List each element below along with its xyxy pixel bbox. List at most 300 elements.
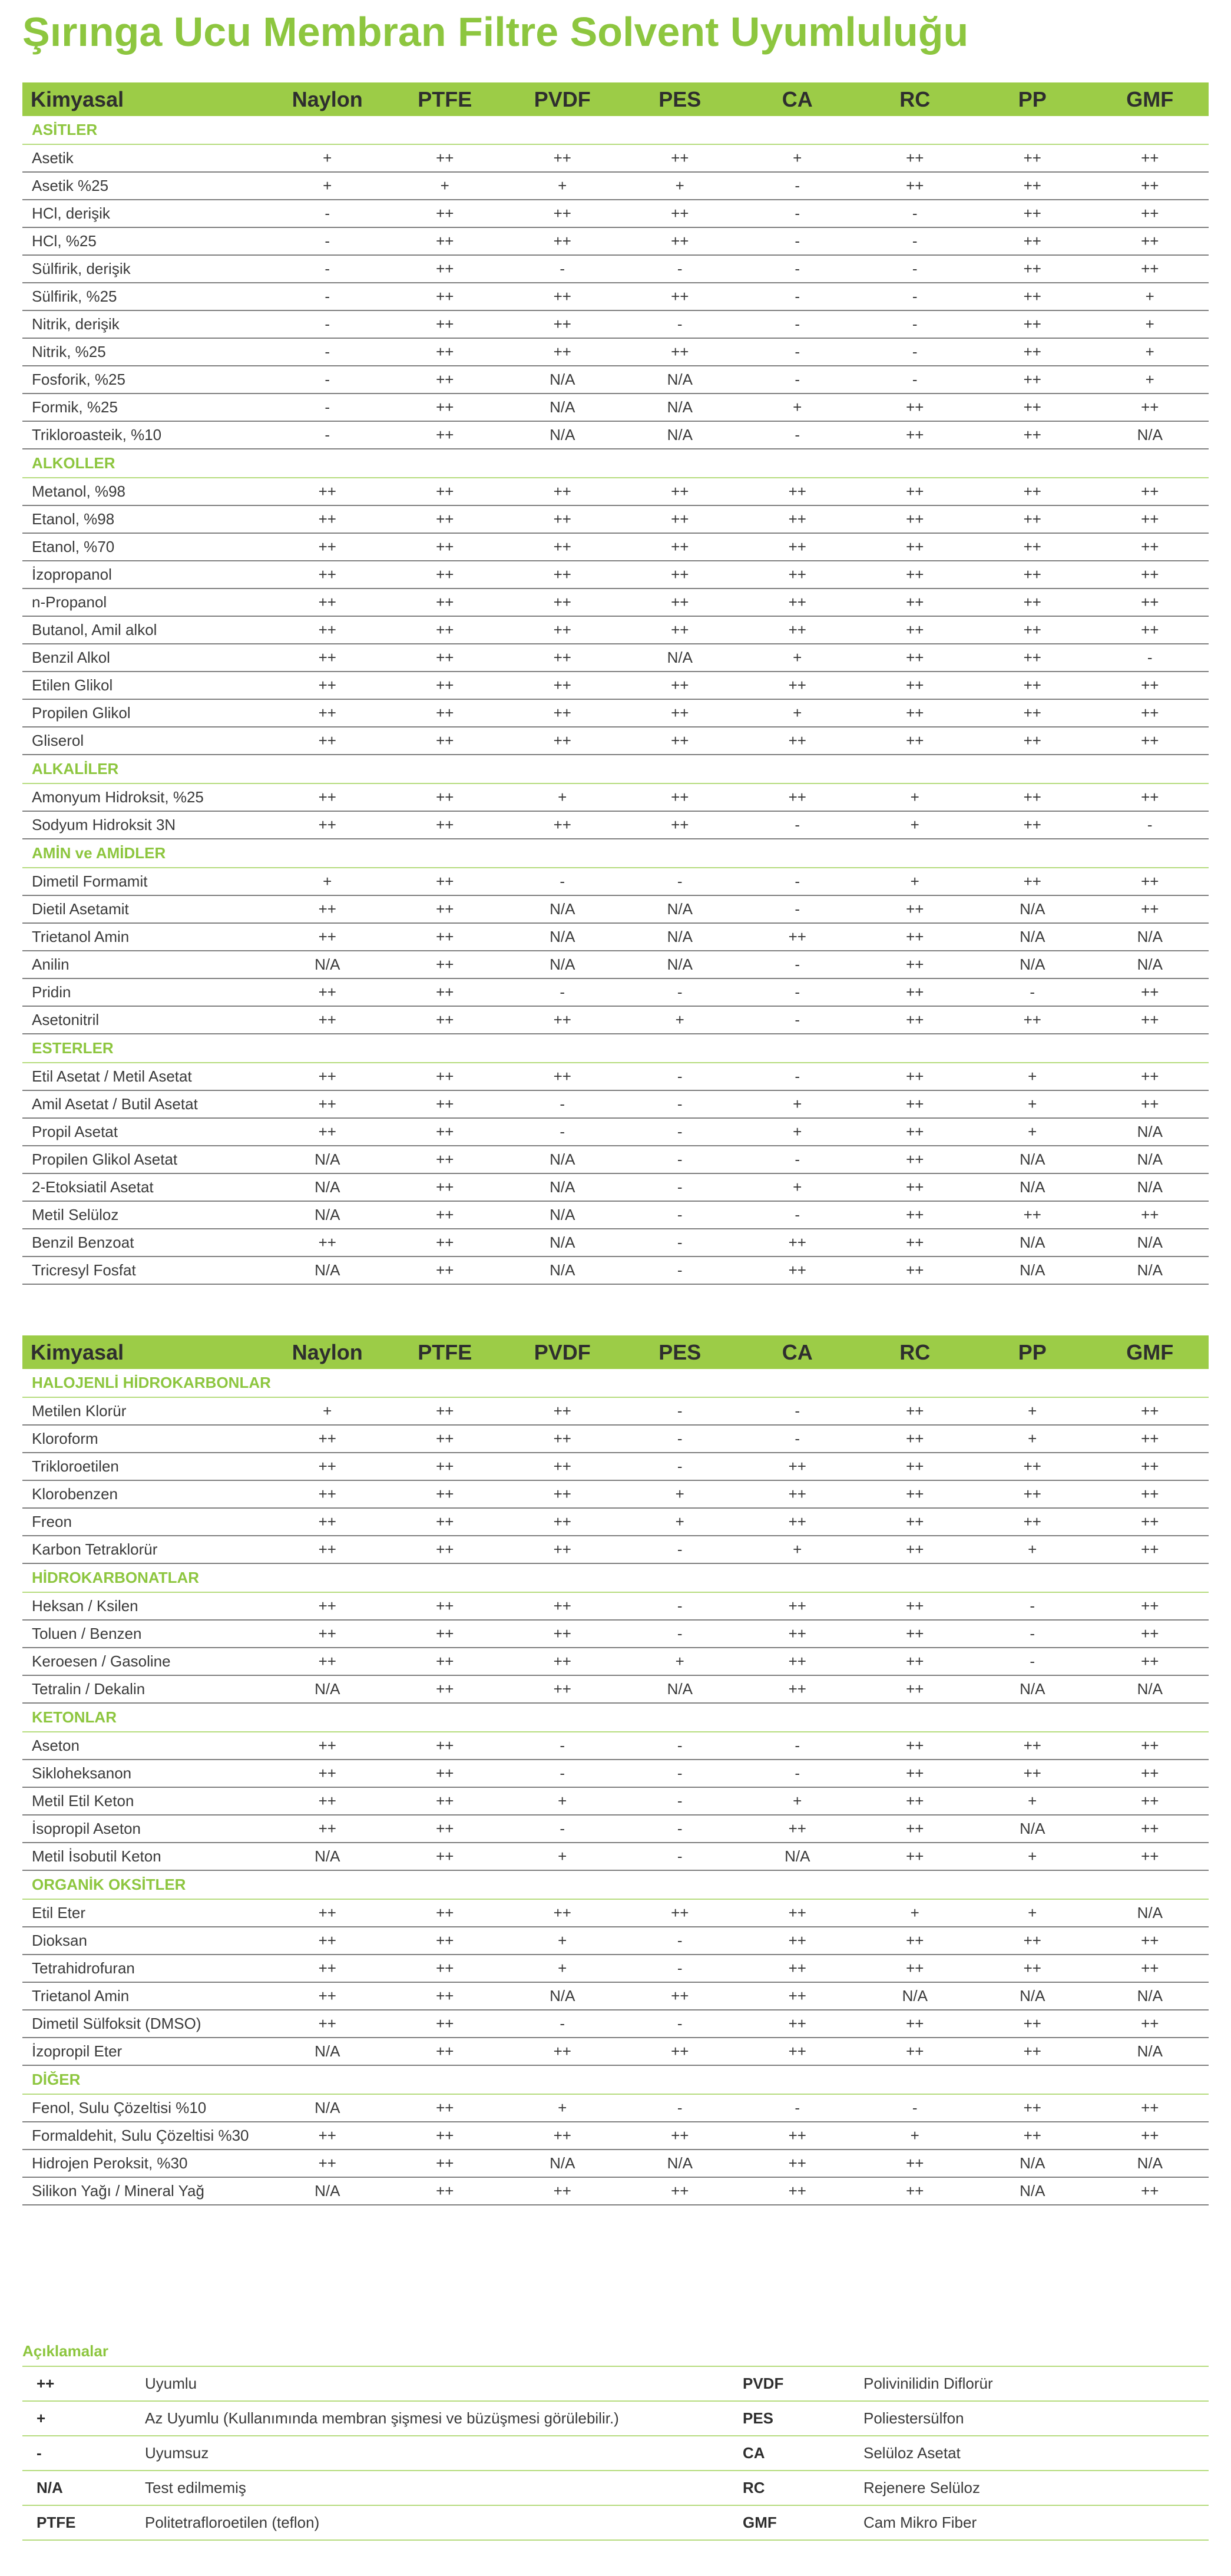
chemical-name: Etil Eter <box>32 1904 86 1922</box>
chemical-name: Formaldehit, Sulu Çözeltisi %30 <box>32 2127 249 2144</box>
compatibility-cell: ++ <box>553 1540 571 1558</box>
table-row <box>22 1426 1209 1453</box>
compatibility-cell: ++ <box>436 1234 454 1251</box>
compatibility-cell: ++ <box>906 1150 924 1168</box>
compatibility-cell: ++ <box>436 149 454 167</box>
compatibility-cell: ++ <box>671 232 689 250</box>
compatibility-cell: - <box>795 371 800 388</box>
legend-symbol: - <box>37 2444 42 2462</box>
compatibility-cell: ++ <box>1023 482 1041 500</box>
compatibility-cell: ++ <box>436 1847 454 1865</box>
compatibility-cell: N/A <box>1020 928 1045 945</box>
compatibility-cell: ++ <box>436 1625 454 1642</box>
compatibility-cell: - <box>325 398 330 416</box>
compatibility-cell: ++ <box>553 2182 571 2200</box>
compatibility-cell: ++ <box>436 1764 454 1782</box>
compatibility-cell: + <box>910 816 919 834</box>
compatibility-cell: ++ <box>906 1430 924 1447</box>
compatibility-cell: ++ <box>1023 538 1041 555</box>
compatibility-cell: + <box>440 177 449 194</box>
column-header-pvdf: PVDF <box>534 1340 591 1364</box>
chemical-name: Nitrik, %25 <box>32 343 106 361</box>
compatibility-cell: ++ <box>553 566 571 583</box>
chemical-name: HCl, derişik <box>32 204 110 222</box>
compatibility-cell: ++ <box>553 1402 571 1420</box>
compatibility-cell: N/A <box>1137 426 1163 444</box>
table-row <box>22 1146 1209 1174</box>
compatibility-cell: ++ <box>906 1206 924 1223</box>
compatibility-cell: ++ <box>318 1513 336 1530</box>
legend-abbreviation: PVDF <box>743 2375 784 2392</box>
table-row <box>22 173 1209 200</box>
compatibility-cell: - <box>325 204 330 222</box>
chemical-name: Asetonitril <box>32 1011 100 1029</box>
compatibility-cell: + <box>793 1792 802 1810</box>
compatibility-cell: + <box>1028 1123 1037 1140</box>
chemical-name: Sikloheksanon <box>32 1764 132 1782</box>
compatibility-cell: ++ <box>788 510 806 528</box>
chemical-name: Fenol, Sulu Çözeltisi %10 <box>32 2099 207 2117</box>
chemical-name: Dioksan <box>32 1932 87 1949</box>
compatibility-cell: ++ <box>318 983 336 1001</box>
table-row <box>22 1900 1209 1927</box>
compatibility-cell: ++ <box>671 566 689 583</box>
compatibility-cell: + <box>675 1513 684 1530</box>
chemical-name: Metanol, %98 <box>32 482 125 500</box>
column-header-rc: RC <box>899 1340 931 1364</box>
compatibility-cell: ++ <box>318 1540 336 1558</box>
compatibility-cell: ++ <box>1141 2127 1159 2144</box>
table-row <box>22 1983 1209 2010</box>
table-row <box>22 1229 1209 1257</box>
compatibility-cell: - <box>325 315 330 333</box>
chemical-name: Klorobenzen <box>32 1485 118 1503</box>
compatibility-cell: + <box>1145 315 1154 333</box>
legend-row <box>22 2506 1209 2541</box>
compatibility-cell: - <box>677 1123 683 1140</box>
compatibility-cell: ++ <box>1023 1513 1041 1530</box>
compatibility-cell: ++ <box>318 510 336 528</box>
compatibility-cell: ++ <box>1141 1095 1159 1113</box>
compatibility-cell: ++ <box>1141 1402 1159 1420</box>
compatibility-cell: - <box>677 1234 683 1251</box>
compatibility-cell: ++ <box>1141 900 1159 918</box>
compatibility-cell: ++ <box>318 566 336 583</box>
compatibility-cell: N/A <box>550 1234 575 1251</box>
compatibility-cell: N/A <box>550 2154 575 2172</box>
compatibility-cell: ++ <box>436 398 454 416</box>
compatibility-cell: ++ <box>906 732 924 749</box>
compatibility-cell: ++ <box>906 649 924 666</box>
compatibility-cell: ++ <box>1141 1430 1159 1447</box>
compatibility-cell: + <box>558 1959 567 1977</box>
compatibility-cell: N/A <box>902 1987 928 2005</box>
table-row <box>22 1676 1209 1704</box>
compatibility-cell: ++ <box>1141 872 1159 890</box>
compatibility-cell: ++ <box>436 1178 454 1196</box>
compatibility-cell: ++ <box>788 788 806 806</box>
compatibility-cell: - <box>795 872 800 890</box>
compatibility-cell: + <box>1028 1095 1037 1113</box>
legend-abbreviation-meaning: Polivinilidin Diflorür <box>863 2375 993 2392</box>
chemical-name: Etil Asetat / Metil Asetat <box>32 1067 192 1085</box>
compatibility-cell: ++ <box>553 149 571 167</box>
compatibility-cell: ++ <box>1141 2015 1159 2032</box>
legend-symbol: + <box>37 2409 46 2427</box>
chemical-name: İsopropil Aseton <box>32 1820 141 1837</box>
compatibility-cell: ++ <box>436 2182 454 2200</box>
compatibility-cell: ++ <box>1023 593 1041 611</box>
compatibility-cell: ++ <box>436 593 454 611</box>
column-header-kimyasal: Kimyasal <box>31 1340 124 1364</box>
chemical-name: İzopropanol <box>32 566 112 583</box>
compatibility-cell: ++ <box>553 1430 571 1447</box>
compatibility-cell: ++ <box>906 2015 924 2032</box>
compatibility-cell: - <box>1030 1652 1035 1670</box>
compatibility-cell: N/A <box>315 1150 340 1168</box>
compatibility-cell: N/A <box>315 2099 340 2117</box>
compatibility-cell: N/A <box>550 371 575 388</box>
chemical-name: Pridin <box>32 983 71 1001</box>
compatibility-cell: ++ <box>318 676 336 694</box>
table-row <box>22 700 1209 728</box>
legend-rows <box>22 2366 1209 2541</box>
chemical-name: Amil Asetat / Butil Asetat <box>32 1095 198 1113</box>
table-row <box>22 1119 1209 1146</box>
chemical-name: Nitrik, derişik <box>32 315 120 333</box>
compatibility-cell: ++ <box>318 1820 336 1837</box>
compatibility-cell: + <box>323 872 332 890</box>
chemical-name: Butanol, Amil alkol <box>32 621 157 639</box>
compatibility-cell: ++ <box>318 1011 336 1029</box>
compatibility-cell: ++ <box>1141 983 1159 1001</box>
compatibility-cell: ++ <box>1023 204 1041 222</box>
table-row <box>22 784 1209 812</box>
chemical-name: Dimetil Sülfoksit (DMSO) <box>32 2015 201 2032</box>
compatibility-cell: ++ <box>1023 732 1041 749</box>
compatibility-cell: + <box>675 1652 684 1670</box>
compatibility-cell: N/A <box>550 426 575 444</box>
table-row <box>22 1509 1209 1536</box>
compatibility-cell: N/A <box>667 371 693 388</box>
compatibility-cell: ++ <box>1141 788 1159 806</box>
compatibility-cell: ++ <box>1141 676 1159 694</box>
compatibility-cell: - <box>560 1820 565 1837</box>
compatibility-cell: + <box>1028 1847 1037 1865</box>
compatibility-cell: + <box>1028 1402 1037 1420</box>
compatibility-cell: ++ <box>788 538 806 555</box>
compatibility-cell: ++ <box>1141 1820 1159 1837</box>
compatibility-cell: ++ <box>671 1987 689 2005</box>
compatibility-cell: + <box>1028 1067 1037 1085</box>
compatibility-cell: ++ <box>436 566 454 583</box>
compatibility-cell: - <box>560 1123 565 1140</box>
compatibility-cell: - <box>795 1067 800 1085</box>
compatibility-cell: + <box>1145 343 1154 361</box>
column-header-ca: CA <box>782 87 813 111</box>
compatibility-cell: ++ <box>906 2182 924 2200</box>
chemical-name: HCl, %25 <box>32 232 97 250</box>
compatibility-cell: ++ <box>1141 1011 1159 1029</box>
compatibility-cell: ++ <box>318 482 336 500</box>
compatibility-cell: ++ <box>906 1737 924 1754</box>
compatibility-cell: + <box>558 1792 567 1810</box>
compatibility-cell: ++ <box>1023 788 1041 806</box>
compatibility-cell: + <box>323 1402 332 1420</box>
chemical-name: Freon <box>32 1513 72 1530</box>
compatibility-cell: ++ <box>1141 1792 1159 1810</box>
compatibility-cell: ++ <box>553 2042 571 2060</box>
compatibility-cell: ++ <box>318 928 336 945</box>
chemical-name: Benzil Benzoat <box>32 1234 134 1251</box>
compatibility-cell: ++ <box>436 1150 454 1168</box>
chemical-name: Propil Asetat <box>32 1123 118 1140</box>
chemical-name: Formik, %25 <box>32 398 118 416</box>
compatibility-cell: + <box>558 2099 567 2117</box>
compatibility-cell: ++ <box>906 1457 924 1475</box>
compatibility-cell: ++ <box>1023 1206 1041 1223</box>
compatibility-cell: ++ <box>553 232 571 250</box>
compatibility-cell: ++ <box>1023 649 1041 666</box>
compatibility-cell: ++ <box>553 1597 571 1615</box>
compatibility-cell: ++ <box>318 2015 336 2032</box>
compatibility-cell: ++ <box>1023 566 1041 583</box>
compatibility-cell: - <box>912 2099 918 2117</box>
table-row <box>22 868 1209 896</box>
compatibility-cell: ++ <box>553 538 571 555</box>
compatibility-cell: ++ <box>671 788 689 806</box>
table-row <box>22 534 1209 561</box>
compatibility-cell: - <box>912 260 918 277</box>
compatibility-cell: ++ <box>436 2127 454 2144</box>
compatibility-cell: ++ <box>553 510 571 528</box>
compatibility-cell: ++ <box>318 2154 336 2172</box>
compatibility-cell: - <box>560 1764 565 1782</box>
compatibility-cell: ++ <box>553 816 571 834</box>
compatibility-cell: ++ <box>436 2099 454 2117</box>
table-row <box>22 1760 1209 1788</box>
legend-description: Uyumlu <box>145 2375 197 2392</box>
compatibility-cell: ++ <box>318 1485 336 1503</box>
table-row <box>22 1593 1209 1621</box>
compatibility-cell: ++ <box>436 315 454 333</box>
compatibility-cell: ++ <box>436 928 454 945</box>
compatibility-cell: ++ <box>436 2042 454 2060</box>
compatibility-cell: + <box>1145 371 1154 388</box>
compatibility-cell: + <box>675 1485 684 1503</box>
column-header-gmf: GMF <box>1126 87 1174 111</box>
table-row <box>22 1063 1209 1091</box>
compatibility-cell: + <box>558 1847 567 1865</box>
chemical-name: Fosforik, %25 <box>32 371 125 388</box>
compatibility-cell: ++ <box>436 1987 454 2005</box>
table-row <box>22 561 1209 589</box>
compatibility-cell: N/A <box>667 1680 693 1698</box>
compatibility-cell: ++ <box>1141 538 1159 555</box>
chemical-name: Kloroform <box>32 1430 98 1447</box>
compatibility-cell: - <box>677 1959 683 1977</box>
table-row <box>22 478 1209 506</box>
compatibility-cell: ++ <box>1023 426 1041 444</box>
compatibility-cell: N/A <box>1137 1987 1163 2005</box>
compatibility-cell: ++ <box>906 482 924 500</box>
compatibility-cell: N/A <box>1137 1234 1163 1251</box>
column-header-ptfe: PTFE <box>418 87 472 111</box>
compatibility-cell: ++ <box>318 1792 336 1810</box>
chemical-name: Asetik %25 <box>32 177 109 194</box>
compatibility-cell: N/A <box>1020 1820 1045 1837</box>
compatibility-cell: ++ <box>906 1261 924 1279</box>
table-header <box>22 82 1209 116</box>
compatibility-cell: ++ <box>1023 872 1041 890</box>
compatibility-cell: ++ <box>1141 621 1159 639</box>
compatibility-cell: ++ <box>906 1959 924 1977</box>
compatibility-cell: ++ <box>553 1680 571 1698</box>
section-heading: ORGANİK OKSİTLER <box>22 1871 1209 1900</box>
compatibility-cell: ++ <box>436 1597 454 1615</box>
compatibility-cell: ++ <box>553 732 571 749</box>
compatibility-cell: ++ <box>906 2042 924 2060</box>
compatibility-cell: + <box>558 788 567 806</box>
compatibility-cell: + <box>793 398 802 416</box>
compatibility-cell: ++ <box>1023 704 1041 722</box>
compatibility-cell: ++ <box>436 1095 454 1113</box>
section-heading: KETONLAR <box>22 1704 1209 1732</box>
compatibility-cell: ++ <box>1141 1625 1159 1642</box>
table-row <box>22 2010 1209 2038</box>
compatibility-cell: ++ <box>788 1485 806 1503</box>
legend-row <box>22 2436 1209 2471</box>
chemical-name: 2-Etoksiatil Asetat <box>32 1178 154 1196</box>
compatibility-cell: ++ <box>906 1095 924 1113</box>
compatibility-cell: ++ <box>906 177 924 194</box>
compatibility-cell: ++ <box>318 1652 336 1670</box>
compatibility-cell: ++ <box>1023 315 1041 333</box>
compatibility-cell: - <box>677 983 683 1001</box>
section-heading: DİĞER <box>22 2066 1209 2095</box>
table-row <box>22 2038 1209 2066</box>
legend-symbol: N/A <box>37 2479 63 2496</box>
compatibility-cell: ++ <box>436 538 454 555</box>
compatibility-cell: N/A <box>785 1847 810 1865</box>
compatibility-cell: ++ <box>436 1011 454 1029</box>
compatibility-cell: ++ <box>436 1652 454 1670</box>
compatibility-cell: - <box>677 1206 683 1223</box>
column-header-gmf: GMF <box>1126 1340 1174 1364</box>
compatibility-cell: N/A <box>315 1178 340 1196</box>
compatibility-cell: ++ <box>553 2127 571 2144</box>
compatibility-cell: ++ <box>318 1234 336 1251</box>
compatibility-cell: ++ <box>553 343 571 361</box>
compatibility-cell: - <box>795 287 800 305</box>
compatibility-cell: ++ <box>1023 1737 1041 1754</box>
compatibility-cell: - <box>325 343 330 361</box>
table-row <box>22 1091 1209 1119</box>
compatibility-cell: ++ <box>1141 232 1159 250</box>
compatibility-cell: - <box>677 1625 683 1642</box>
legend-description: Politetrafloroetilen (teflon) <box>145 2514 320 2531</box>
compatibility-cell: ++ <box>906 593 924 611</box>
table-row <box>22 311 1209 339</box>
compatibility-cell: - <box>1030 983 1035 1001</box>
compatibility-cell: ++ <box>788 2182 806 2200</box>
compatibility-cell: ++ <box>553 315 571 333</box>
compatibility-cell: ++ <box>906 1513 924 1530</box>
compatibility-cell: ++ <box>436 1680 454 1698</box>
compatibility-cell: ++ <box>318 732 336 749</box>
compatibility-cell: N/A <box>315 955 340 973</box>
compatibility-cell: ++ <box>1023 816 1041 834</box>
compatibility-cell: ++ <box>671 2127 689 2144</box>
table-row <box>22 1955 1209 1983</box>
compatibility-cell: ++ <box>436 2015 454 2032</box>
compatibility-cell: ++ <box>788 2015 806 2032</box>
compatibility-cell: N/A <box>1020 900 1045 918</box>
compatibility-cell: - <box>560 872 565 890</box>
compatibility-cell: ++ <box>671 482 689 500</box>
compatibility-cell: ++ <box>671 676 689 694</box>
compatibility-cell: N/A <box>315 1680 340 1698</box>
table-row <box>22 228 1209 256</box>
compatibility-cell: N/A <box>315 1206 340 1223</box>
compatibility-cell: + <box>675 177 684 194</box>
compatibility-cell: ++ <box>1141 1959 1159 1977</box>
compatibility-cell: ++ <box>436 1430 454 1447</box>
compatibility-cell: N/A <box>550 928 575 945</box>
compatibility-cell: - <box>677 1792 683 1810</box>
compatibility-cell: ++ <box>788 928 806 945</box>
legend-abbreviation-meaning: Selüloz Asetat <box>863 2444 961 2462</box>
compatibility-cell: ++ <box>1141 1206 1159 1223</box>
compatibility-cell: ++ <box>318 1597 336 1615</box>
compatibility-cell: ++ <box>788 1904 806 1922</box>
compatibility-cell: N/A <box>1020 1178 1045 1196</box>
compatibility-cell: - <box>677 1067 683 1085</box>
chemical-name: n-Propanol <box>32 593 107 611</box>
compatibility-cell: ++ <box>436 343 454 361</box>
compatibility-cell: ++ <box>671 204 689 222</box>
table-row <box>22 1927 1209 1955</box>
section-heading: ESTERLER <box>22 1034 1209 1063</box>
compatibility-cell: ++ <box>906 928 924 945</box>
compatibility-cell: ++ <box>671 2182 689 2200</box>
compatibility-cell: N/A <box>1137 1123 1163 1140</box>
compatibility-cell: ++ <box>436 1737 454 1754</box>
compatibility-cell: N/A <box>1020 2182 1045 2200</box>
compatibility-cell: ++ <box>906 566 924 583</box>
compatibility-cell: - <box>677 1178 683 1196</box>
compatibility-cell: ++ <box>906 1178 924 1196</box>
compatibility-cell: + <box>323 149 332 167</box>
compatibility-cell: ++ <box>553 593 571 611</box>
compatibility-cell: - <box>1030 1597 1035 1615</box>
compatibility-cell: ++ <box>906 1597 924 1615</box>
compatibility-cell: N/A <box>667 900 693 918</box>
table-row <box>22 1536 1209 1564</box>
chemical-name: Etilen Glikol <box>32 676 113 694</box>
compatibility-cell: + <box>793 704 802 722</box>
compatibility-cell: ++ <box>436 816 454 834</box>
compatibility-cell: + <box>910 1904 919 1922</box>
compatibility-cell: N/A <box>315 2042 340 2060</box>
table-row <box>22 1257 1209 1285</box>
compatibility-cell: ++ <box>1141 1737 1159 1754</box>
table-row <box>22 672 1209 700</box>
chemical-name: Tricresyl Fosfat <box>32 1261 136 1279</box>
table-row <box>22 1843 1209 1871</box>
compatibility-cell: - <box>912 204 918 222</box>
compatibility-cell: ++ <box>1141 482 1159 500</box>
